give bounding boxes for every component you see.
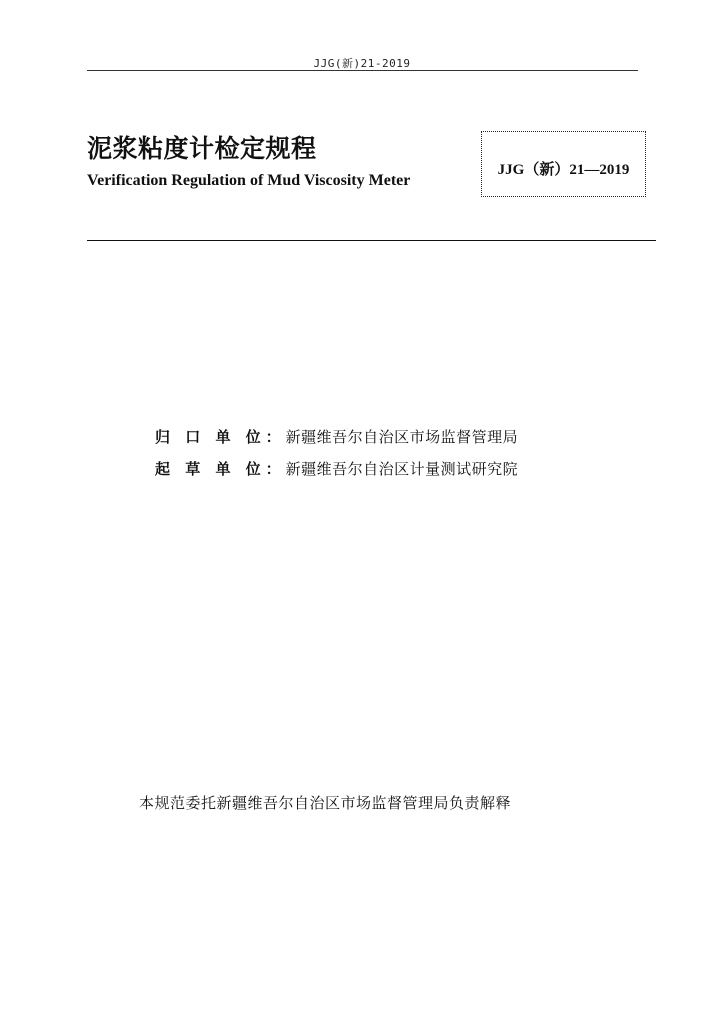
responsible-unit-row [155, 426, 518, 447]
header-standard-code: JJG(新)21-2019 [313, 57, 411, 70]
standard-code: JJG（新）21—2019 [497, 162, 630, 178]
drafting-unit-label: 起 草 单 位： [155, 460, 286, 478]
interpretation-note: 本规范委托新疆维吾尔自治区市场监督管理局负责解释 [139, 794, 512, 812]
title-divider [87, 240, 656, 241]
responsible-unit-value: 新疆维吾尔自治区市场监督管理局 [285, 428, 519, 446]
document-title-english: Verification Regulation of Mud Viscosity Meter [87, 172, 411, 189]
document-title-chinese: 泥浆粘度计检定规程 [87, 134, 317, 163]
drafting-unit-row [155, 458, 518, 479]
responsible-unit-label: 归 口 单 位： [155, 428, 286, 446]
header-divider [87, 70, 638, 71]
standard-code-box [481, 131, 646, 197]
drafting-unit-value: 新疆维吾尔自治区计量测试研究院 [285, 460, 519, 478]
